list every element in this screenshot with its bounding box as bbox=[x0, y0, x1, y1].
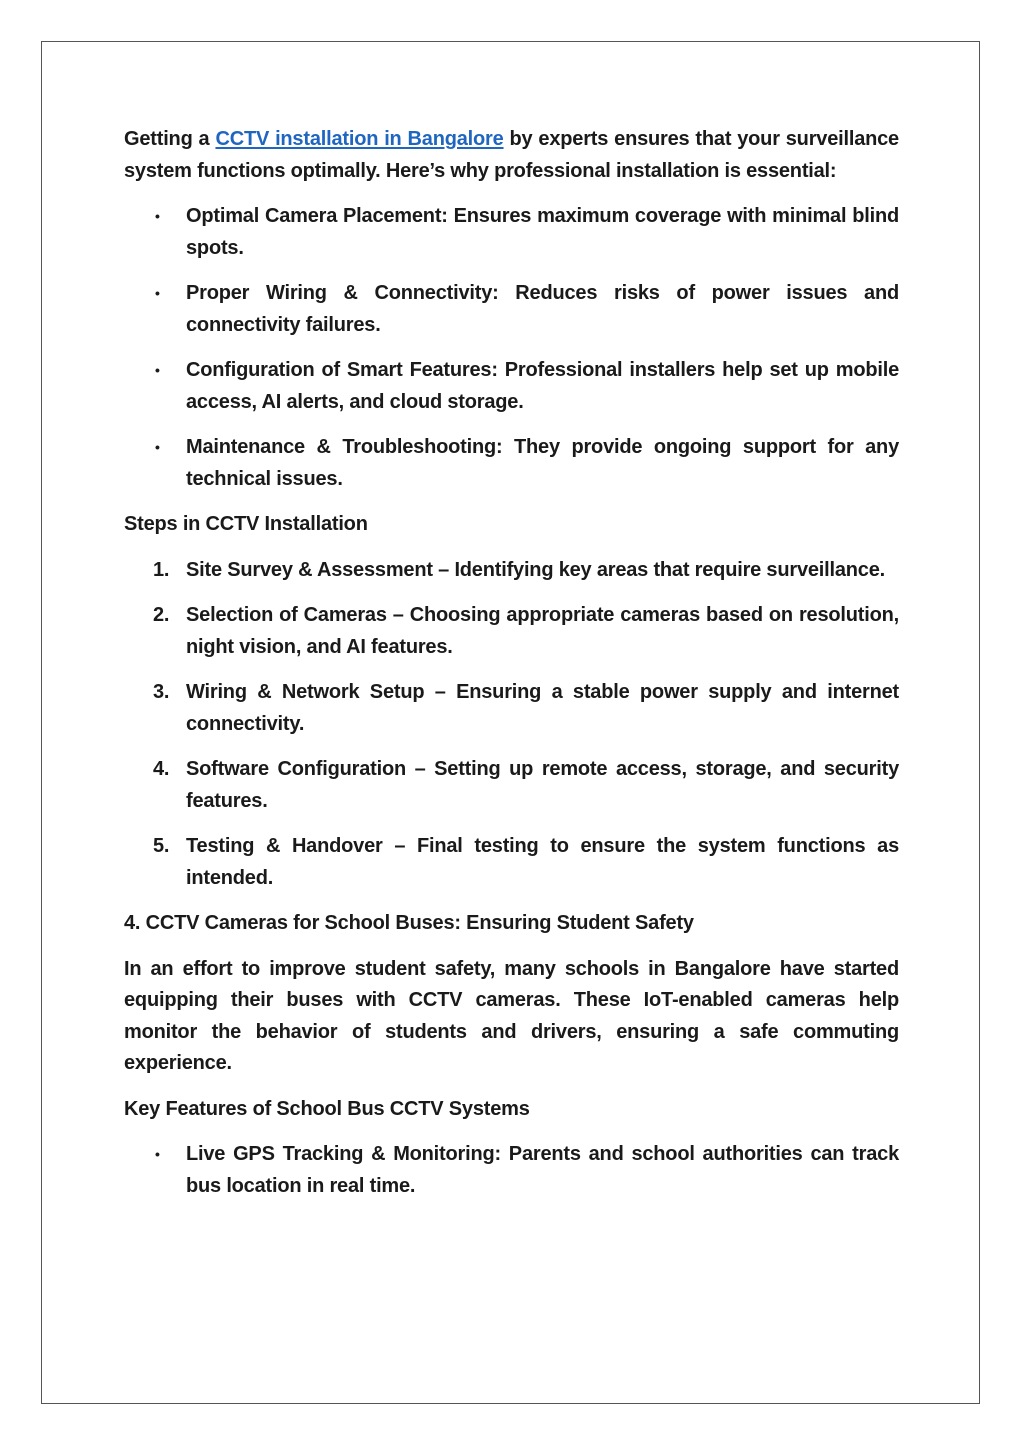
bullet-icon: • bbox=[155, 362, 160, 378]
bullet-icon: • bbox=[155, 1146, 160, 1162]
list-item bbox=[155, 1139, 899, 1202]
step-number: 5. bbox=[153, 835, 170, 857]
list-item-text: Software Configuration – Setting up remote access, storage, and security features. bbox=[186, 758, 899, 812]
list-item-text: Live GPS Tracking & Monitoring: Parents and school authorities can track bus location in real time. bbox=[186, 1143, 899, 1197]
list-item-text: Optimal Camera Placement: Ensures maximum coverage with minimal blind spots. bbox=[186, 205, 899, 259]
list-item-text: Site Survey & Assessment – Identifying key areas that require surveillance. bbox=[186, 558, 886, 581]
list-item bbox=[153, 677, 899, 740]
features-list bbox=[124, 1139, 899, 1202]
document-body bbox=[124, 124, 899, 1216]
intro-text-before-link: Getting a bbox=[124, 128, 216, 150]
step-number: 1. bbox=[153, 558, 170, 581]
list-item bbox=[153, 831, 899, 894]
step-number: 3. bbox=[153, 681, 170, 703]
list-item-text: Maintenance & Troubleshooting: They provide ongoing support for any technical issues. bbox=[186, 436, 899, 490]
list-item-text: Selection of Cameras – Choosing appropriate cameras based on resolution, night vision, and AI features. bbox=[186, 604, 899, 658]
features-heading: Key Features of School Bus CCTV Systems bbox=[124, 1097, 530, 1120]
step-number: 2. bbox=[153, 604, 170, 626]
section-heading: 4. CCTV Cameras for School Buses: Ensuring Student Safety bbox=[124, 912, 694, 934]
bullet-icon: • bbox=[155, 285, 160, 301]
step-number: 4. bbox=[153, 758, 170, 780]
list-item-text: Testing & Handover – Final testing to ensure the system functions as intended. bbox=[186, 835, 899, 889]
steps-heading: Steps in CCTV Installation bbox=[124, 513, 368, 535]
list-item bbox=[155, 355, 899, 418]
list-item bbox=[155, 201, 899, 264]
steps-list bbox=[124, 555, 899, 895]
bullet-icon: • bbox=[155, 439, 160, 455]
benefits-list bbox=[124, 201, 899, 495]
list-item-text: Wiring & Network Setup – Ensuring a stable power supply and internet connectivity. bbox=[186, 681, 899, 735]
list-item-text: Proper Wiring & Connectivity: Reduces risks of power issues and connectivity failures. bbox=[186, 282, 899, 336]
section-paragraph: In an effort to improve student safety, many schools in Bangalore have started equipping their buses with CCTV cameras. These IoT-enabled cameras help monitor the behavior of students and drivers, ensuring a safe commuting experience. bbox=[124, 957, 899, 1074]
list-item bbox=[155, 432, 899, 495]
intro-text-after-link: by experts ensures that your surveillance system functions optimally. Here’s why professional installation is essential: bbox=[124, 128, 899, 182]
intro-paragraph bbox=[124, 124, 899, 187]
list-item bbox=[153, 555, 899, 587]
cctv-installation-link[interactable]: CCTV installation in Bangalore bbox=[215, 128, 504, 150]
bullet-icon: • bbox=[155, 208, 160, 224]
list-item bbox=[153, 600, 899, 663]
list-item bbox=[155, 278, 899, 341]
list-item bbox=[153, 754, 899, 817]
list-item-text: Configuration of Smart Features: Professional installers help set up mobile access, AI alerts, and cloud storage. bbox=[186, 359, 899, 413]
